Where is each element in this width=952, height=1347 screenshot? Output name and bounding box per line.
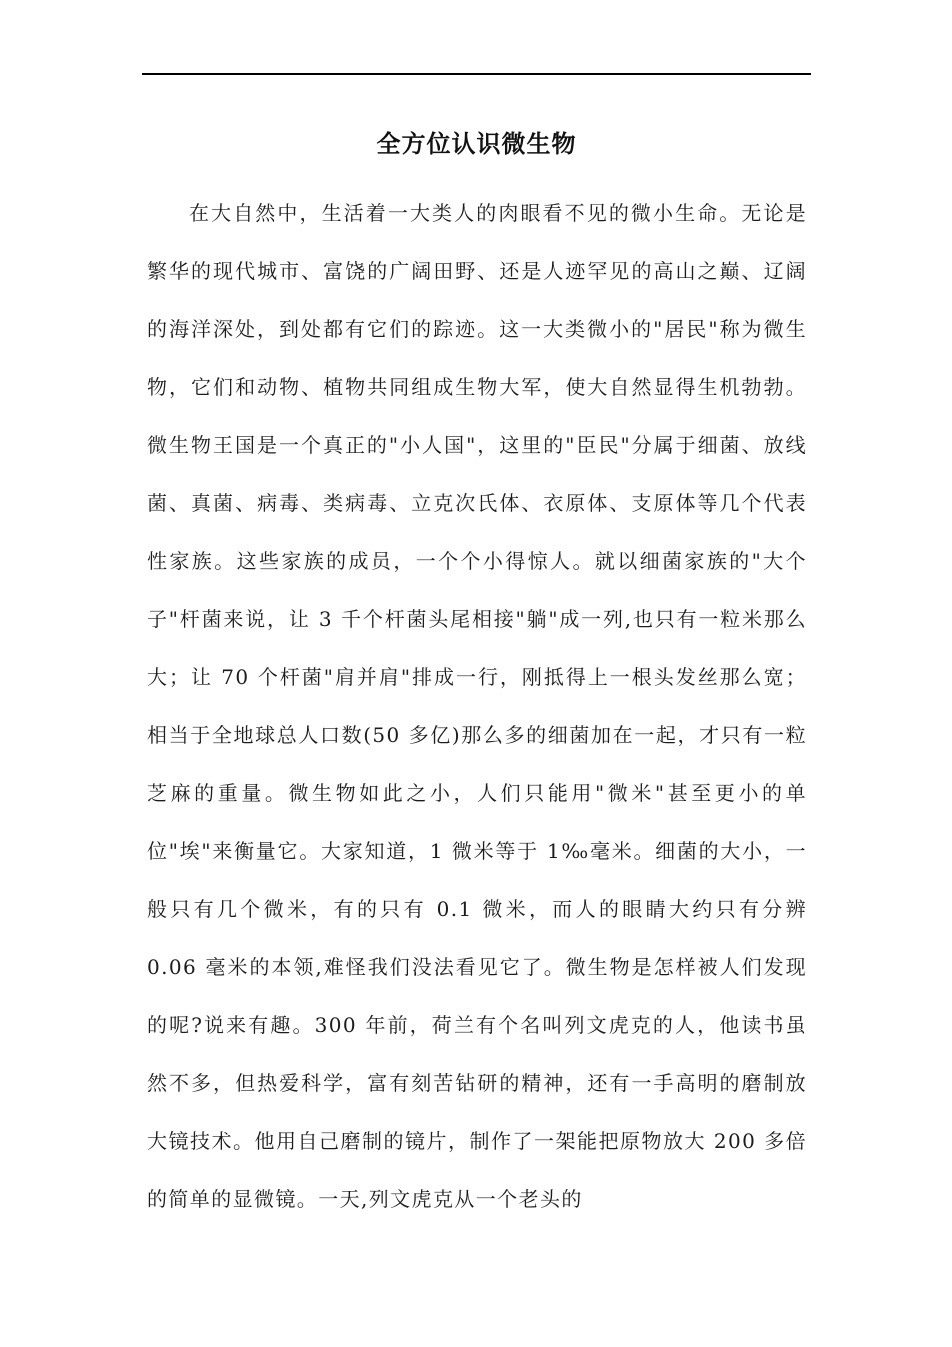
body-paragraph: 在大自然中，生活着一大类人的肉眼看不见的微小生命。无论是繁华的现代城市、富饶的广阔田野、还是人迹罕见的高山之巅、辽阔的海洋深处，到处都有它们的踪迹。这一大类微小的"居民"称为微生物，它们和动物、植物共同组成生物大军，使大自然显得生机勃勃。微生物王国是一个真正的"小人国"，这里的"臣民"分属于细菌、放线菌、真菌、病毒、类病毒、立克次氏体、衣原体、支原体等几个代表性家族。这些家族的成员，一个个小得惊人。就以细菌家族的"大个子"杆菌来说，让 3 千个杆菌头尾相接"躺"成一列,也只有一粒米那么大；让 70 个杆菌"肩并肩"排成一行，刚抵得上一根头发丝那么宽；相当于全地球总人口数(50 多亿)那么多的细菌加在一起，才只有一粒芝麻的重量。微生物如此之小，人们只能用"微米"甚至更小的单位"埃"来衡量它。大家知道，1 微米等于 1‰毫米。细菌的大小，一般只有几个微米，有的只有 0.1 微米，而人的眼睛大约只有分辨 0.06 毫米的本领,难怪我们没法看见它了。微生物是怎样被人们发现的呢?说来有趣。300 年前，荷兰有个名叫列文虎克的人，他读书虽然不多，但热爱科学，富有刻苦钻研的精神，还有一手高明的磨制放大镜技术。他用自己磨制的镜片，制作了一架能把原物放大 200 多倍的简单的显微镜。一天,列文虎克从一个老头的 xyxy=(147,201,807,1211)
header-rule xyxy=(142,73,811,75)
document-title: 全方位认识微生物 xyxy=(376,129,577,158)
